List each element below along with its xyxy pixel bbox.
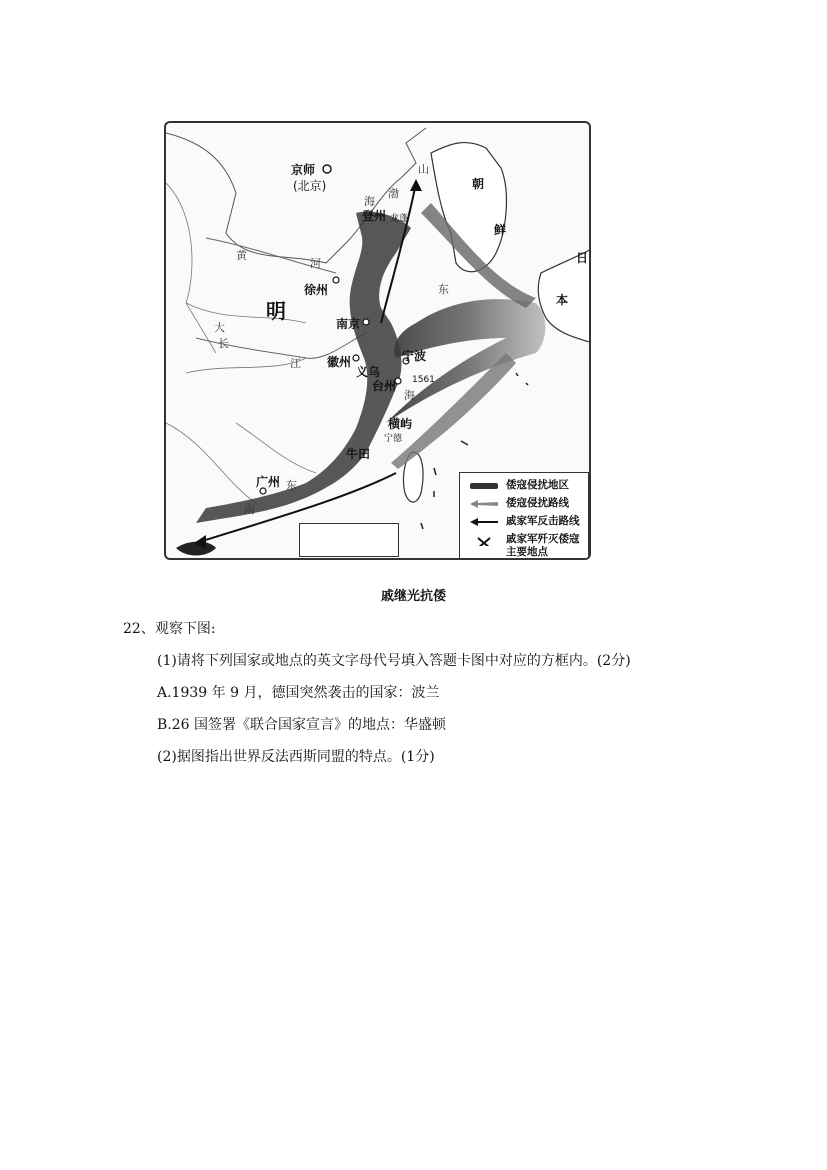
question-part2: (2)据图指出世界反法西斯同盟的特点。(1分) [157, 749, 435, 765]
label-shan: 山 [418, 163, 429, 176]
historical-map [164, 121, 591, 560]
label-huizhou: 徽州 [327, 355, 352, 369]
label-korea-2: 鲜 [494, 223, 507, 237]
huizhou-marker [353, 355, 359, 361]
label-dengzhou-sub: 龙蓬 [390, 214, 409, 224]
question-option-a: A.1939 年 9 月，德国突然袭击的国家：波兰 [157, 685, 440, 701]
label-chang: 长 [218, 337, 229, 350]
question-part1: (1)请将下列国家或地点的英文字母代号填入答题卡图中对应的方框内。(2分) [157, 653, 631, 669]
question-number: 22、观察下图: [123, 621, 216, 637]
label-year: 1561 [412, 375, 435, 385]
legend-row-victory [460, 532, 590, 560]
cross-swords-icon [470, 536, 498, 546]
label-capital-sub: (北京) [293, 179, 327, 193]
label-japan-1: 日 [576, 251, 589, 265]
label-ningde: 宁德 [384, 434, 403, 444]
legend-raid-route: 倭寇侵扰路线 [506, 497, 569, 509]
province-borders [166, 183, 316, 503]
label-hengyu: 横屿 [388, 417, 413, 431]
legend-victory-line1: 戚家军歼灭倭寇 [506, 533, 580, 545]
label-xuzhou: 徐州 [304, 283, 329, 297]
legend-row-counterattack [460, 514, 590, 530]
xuzhou-marker [333, 277, 339, 283]
raid-route-symbol [470, 499, 498, 509]
label-jiang: 江 [290, 357, 301, 370]
label-nanjing: 南京 [336, 317, 361, 331]
label-da: 大 [214, 321, 225, 334]
legend-counterattack: 戚家军反击路线 [506, 515, 580, 527]
label-he: 河 [310, 257, 321, 270]
map-legend [459, 472, 589, 560]
label-dong2: 东 [286, 479, 297, 492]
label-yiwu: 义乌 [356, 365, 381, 379]
label-korea-1: 朝 [472, 177, 485, 191]
label-guangzhou: 广州 [256, 475, 281, 489]
label-dong: 东 [438, 283, 449, 296]
raid-area-symbol [470, 481, 498, 491]
label-huang: 黄 [236, 249, 247, 262]
label-bohai-1: 渤 [388, 187, 399, 200]
counterattack-arrowhead-north [410, 179, 422, 191]
label-niutian: 牛田 [346, 447, 371, 461]
map-caption: 戚继光抗倭 [380, 589, 446, 604]
capital-marker [323, 165, 331, 173]
legend-row-raid-route [460, 496, 590, 512]
answer-box[interactable] [299, 523, 399, 557]
nanjing-marker [363, 319, 369, 325]
legend-victory-line2: 主要地点 [506, 546, 548, 558]
legend-row-raid-area [460, 478, 590, 494]
label-nan: 南 [244, 503, 255, 516]
question-option-b: B.26 国签署《联合国家宣言》的地点：华盛顿 [157, 717, 447, 733]
label-japan-2: 本 [556, 293, 569, 307]
counterattack-symbol [470, 517, 498, 527]
legend-raid-area: 倭寇侵扰地区 [506, 479, 569, 491]
label-taizhou: 台州 [372, 379, 397, 393]
label-dengzhou: 登州 [362, 209, 387, 223]
label-hai: 海 [404, 389, 415, 402]
label-ming: 明 [266, 299, 286, 323]
label-bohai-2: 海 [364, 195, 375, 208]
label-ningbo: 宁波 [402, 349, 427, 363]
label-capital: 京师 [291, 163, 316, 177]
